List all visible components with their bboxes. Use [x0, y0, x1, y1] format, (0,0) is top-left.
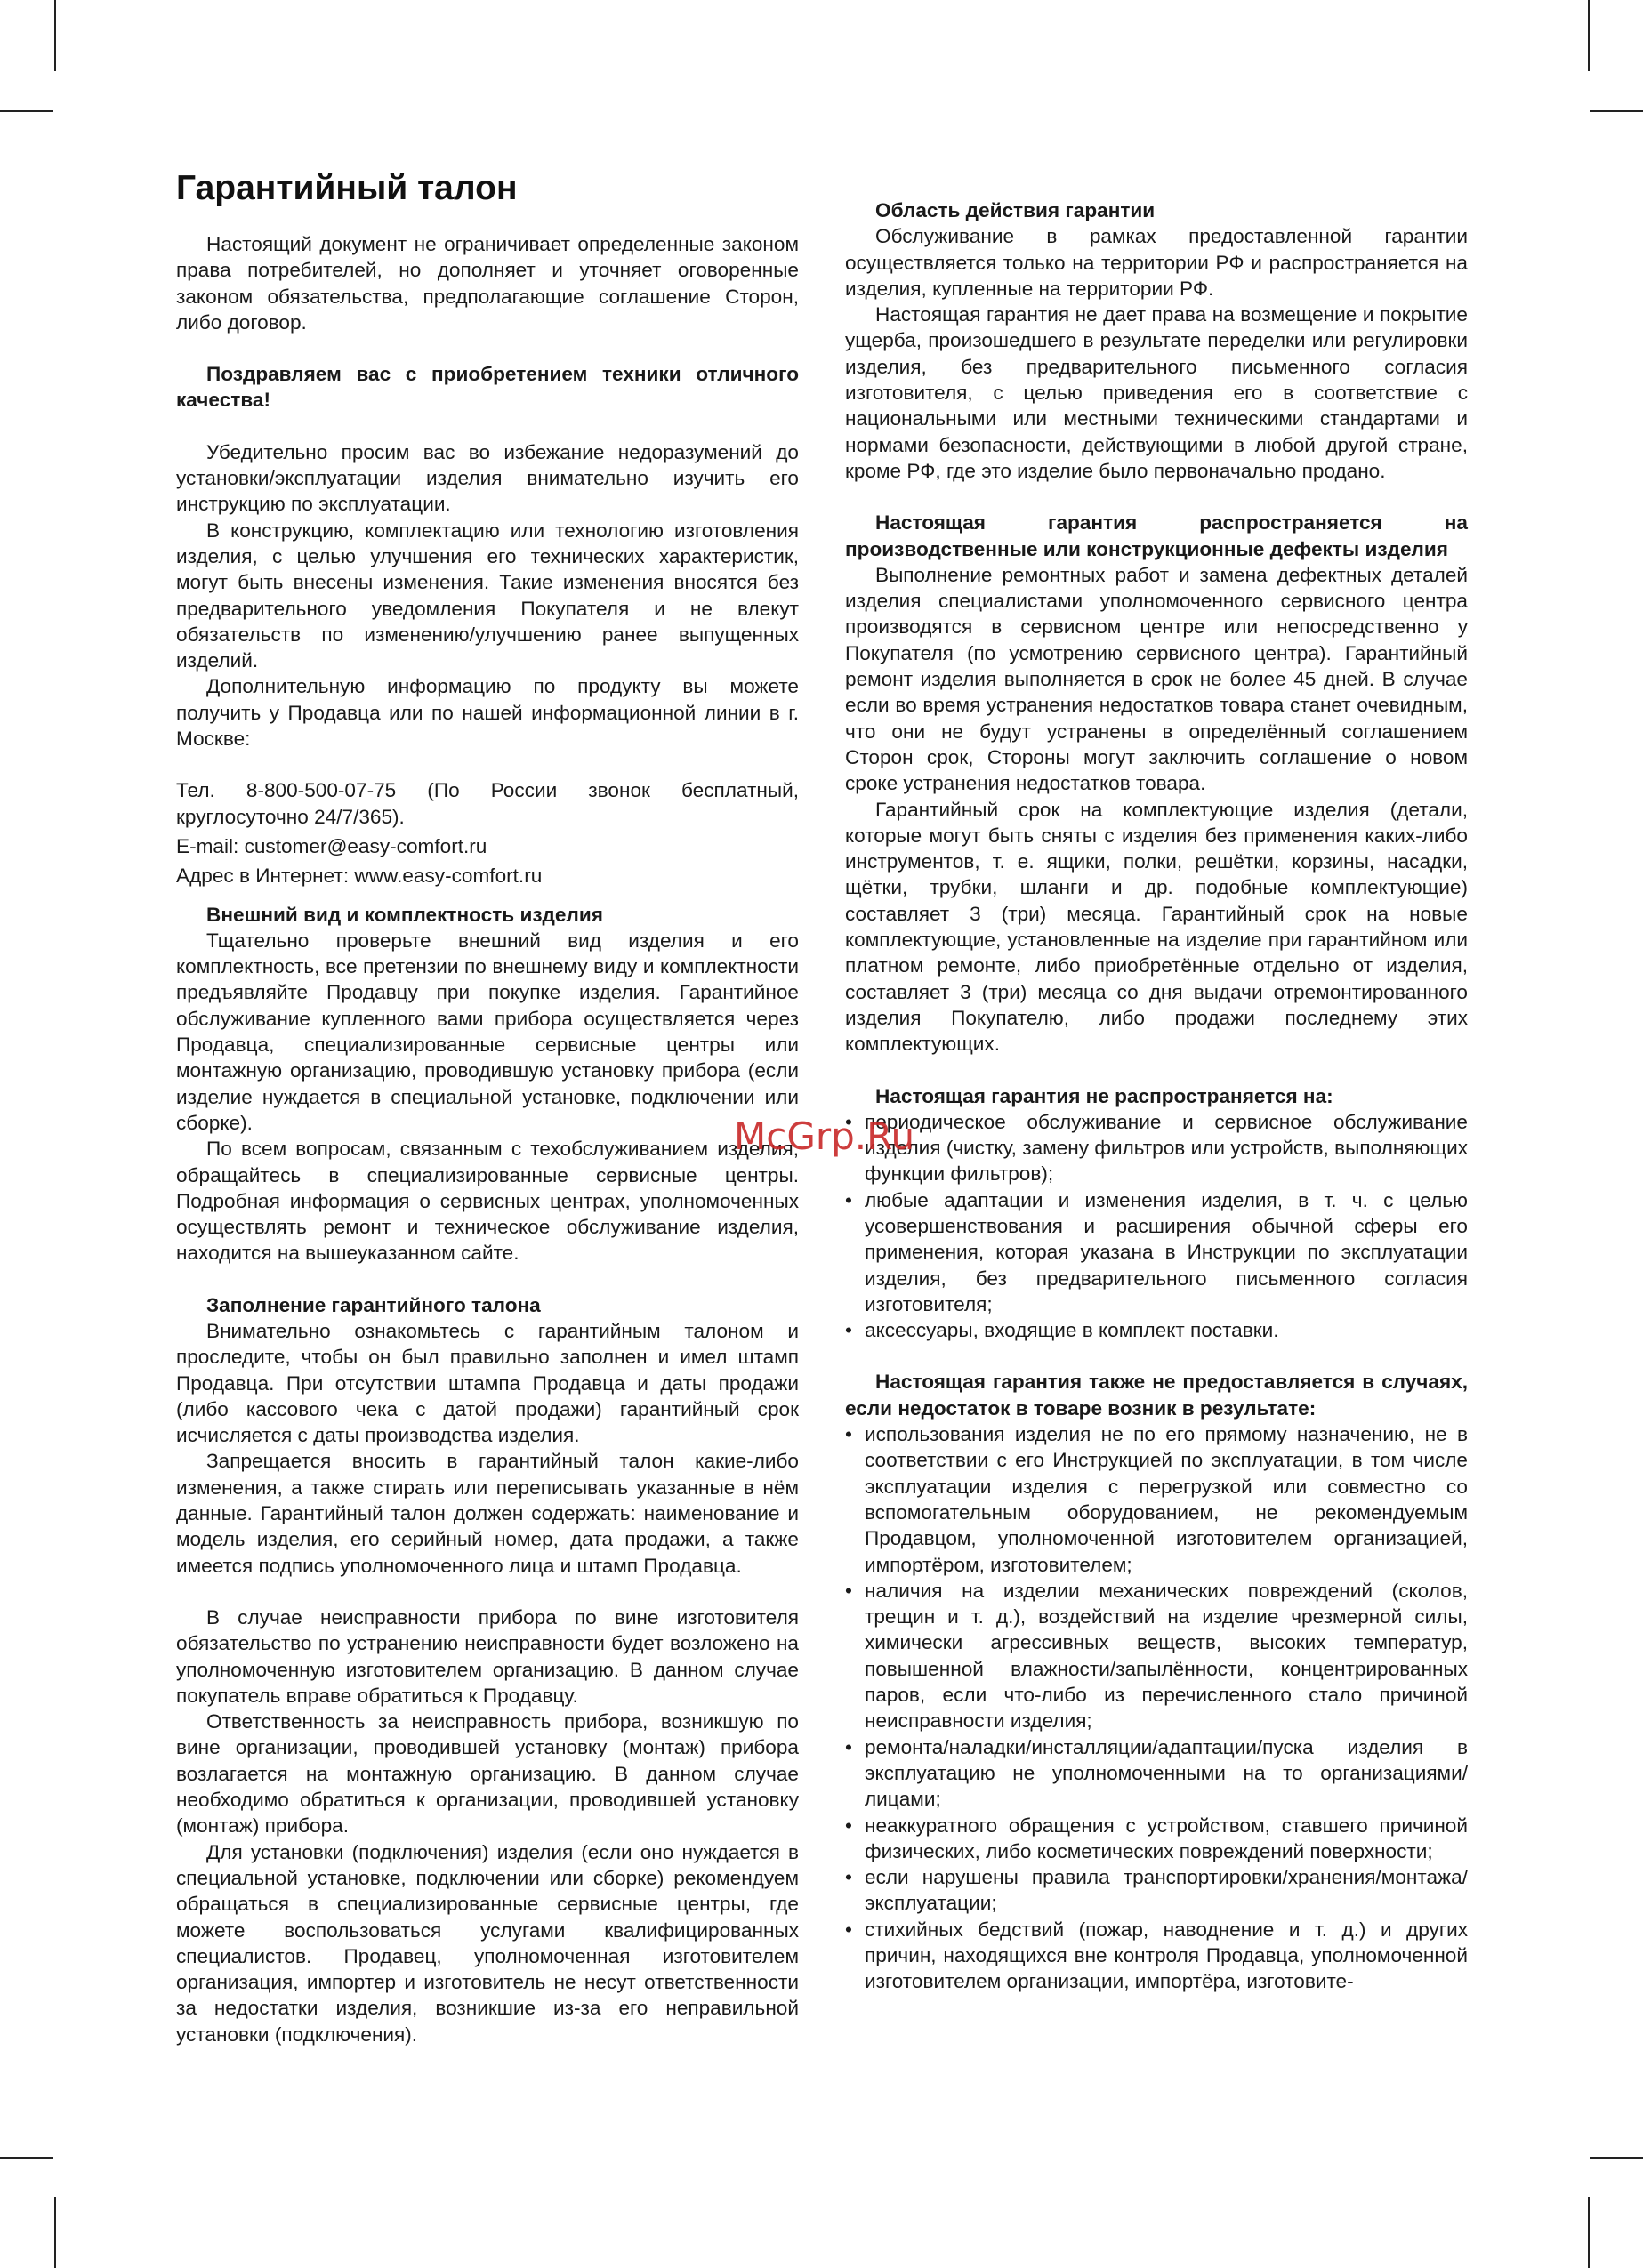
fault-paragraph-3: Для установки (подключения) изделия (если оно нуждается в специальной установке, подключении или сборке) рекомендуем обращаться в специализированные сервисные центры, где можете воспользоваться услугами квалифицированных специалистов. Продавец, уполномоченная изготовителем организация, импортер и изготовитель не несут ответственности за недостатки изделия, возникшие из-за его неправильной установки (подключения).	[176, 1840, 799, 2046]
also-not-item: • использования изделия не по его прямому назначению, не в соответствии с его Инструкцией по эксплуатации, в том числе эксплуатации изделия с перегрузкой или совместно со вспомогательным оборудованием, не рекомендуемым Продавцом, уполномоченной изготовителем организацией, импортёром, изготовителем;	[845, 1421, 1468, 1578]
scope-heading: Область действия гарантии	[875, 199, 1156, 221]
crop-mark-bottom-left-h	[0, 2157, 53, 2159]
intro-paragraph: Настоящий документ не ограничивает определенные законом права потребителей, но дополняет и уточняет оговоренные законом обязательства, предполагающие соглашение Сторон, либо договор.	[176, 233, 799, 334]
info-paragraph: Дополнительную информацию по продукту вы можете получить у Продавца или по нашей информационной линии в г. Москве:	[176, 675, 799, 751]
page-title: Гарантийный талон	[176, 169, 518, 207]
appearance-paragraph: Тщательно проверьте внешний вид изделия и его комплектность, все претензии по внешнему виду и комплектности предъявляйте Продавцу при покупке изделия. Гарантийное обслуживание купленного вами прибора осуществляется через Продавца, специализированные сервисные центры или монтажную организацию, проводившую установку прибора (если изделие нуждается в специальной установке, подключении или сборке).	[176, 929, 799, 1134]
service-paragraph: По всем вопросам, связанным с техобслуживанием изделия, обращайтесь в специализированные сервисные центры. Подробная информация о сервисных центрах, уполномоченных осуществлять ремонт и техническое обслуживание изделия, находится на вышеуказанном сайте.	[176, 1138, 799, 1265]
fill-heading: Заполнение гарантийного талона	[206, 1293, 541, 1316]
crop-mark-top-right-h	[1590, 110, 1643, 112]
also-not-item: • если нарушены правила транспортировки/хранения/монтажа/эксплуатации;	[845, 1864, 1468, 1917]
defects-paragraph-1: Выполнение ремонтных работ и замена дефектных деталей изделия специалистами уполномоченного сервисного центра производятся в сервисном центре или непосредственно у Покупателя (по усмотрению сервисного центра). Гарантийный ремонт изделия выполняется в срок не более 45 дней. В случае если во время устранения недостатков товара станет очевидным, что они не будут устранены в определённый соглашением Сторон срок, Стороны могут заключить соглашение о новом сроке устранения недостатков товара.	[845, 563, 1468, 795]
not-covered-item: • аксессуары, входящие в комплект поставки.	[845, 1317, 1468, 1343]
crop-mark-top-left	[54, 0, 56, 71]
email-line: E-mail: customer@easy-comfort.ru	[176, 834, 487, 857]
not-covered-item: • любые адаптации и изменения изделия, в т. ч. с целью усовершенствования и расширения обычной сферы его применения, которая указана в Инструкции по эксплуатации изделия, без предварительного письменного согласия изготовителя;	[845, 1187, 1468, 1317]
fill-paragraph-2: Запрещается вносить в гарантийный талон какие-либо изменения, а также стирать или переписывать указанные в нём данные. Гарантийный талон должен содержать: наименование и модель изделия, его серийный номер, дата продажи, а также имеется подпись уполномоченного лица и штамп Продавца.	[176, 1450, 799, 1577]
not-covered-item: • периодическое обслуживание и сервисное обслуживание изделия (чистку, замену фильтров или устройств, выполняющих функции фильтров);	[845, 1109, 1468, 1187]
also-not-item: • стихийных бедствий (пожар, наводнение и т. д.) и других причин, находящихся вне контроля Продавца, уполномоченной изготовителем организации, импортёра, изготовите-	[845, 1917, 1468, 1995]
website-line: Адрес в Интернет: www.easy-comfort.ru	[176, 865, 543, 888]
fault-paragraph-2: Ответственность за неисправность прибора, возникшую по вине организации, проводившей установку (монтаж) прибора возлагается на монтажную организацию. В данном случае необходимо обратиться к организации, проводившей установку (монтаж) прибора.	[176, 1710, 799, 1838]
right-column	[845, 197, 1468, 1995]
scope-paragraph-2: Настоящая гарантия не дает права на возмещение и покрытие ущерба, произошедшего в результате переделки или регулировки изделия, без предварительного письменного согласия изготовителя, с целью приведения его в соответствие с национальными или местными техническими стандартами и нормами безопасности, действующими в любой другой стране, кроме РФ, где это изделие было первоначально продано.	[845, 303, 1468, 482]
scope-paragraph-1: Обслуживание в рамках предоставленной гарантии осуществляется только на территории РФ и распространяется на изделия, купленные на территории РФ.	[845, 225, 1468, 300]
crop-mark-bottom-left	[54, 2197, 56, 2268]
congrats-heading: Поздравляем вас с приобретением техники отличного качества!	[176, 363, 799, 412]
also-not-item: • наличия на изделии механических повреждений (сколов, трещин и т. д.), воздействий на изделие чрезмерной силы, химически агрессивных веществ, высоких температур, повышенной влажности/запылённости, концентрированных паров, если что-либо из перечисленного стало причиной неисправности изделия;	[845, 1578, 1468, 1734]
left-column	[176, 231, 799, 2047]
defects-heading: Настоящая гарантия распространяется на производственные или конструкционные дефекты изделия	[845, 511, 1468, 560]
crop-mark-bottom-right	[1588, 2197, 1590, 2268]
fault-paragraph-1: В случае неисправности прибора по вине изготовителя обязательство по устранению неисправности будет возложено на уполномоченную изготовителем организацию. В данном случае покупатель вправе обратиться к Продавцу.	[176, 1605, 799, 1707]
fill-paragraph-1: Внимательно ознакомьтесь с гарантийным талоном и проследите, чтобы он был правильно заполнен и имел штамп Продавца. При отсутствии штампа Продавца и даты продажи (либо кассового чека с датой продажи) гарантийный срок исчисляется с даты производства изделия.	[176, 1319, 799, 1447]
crop-mark-top-right	[1588, 0, 1590, 71]
phone-line: Тел. 8-800-500-07-75 (По России звонок бесплатный, круглосуточно 24/7/365).	[176, 779, 799, 828]
crop-mark-top-left-h	[0, 110, 53, 112]
watermark-text: McGrp.Ru	[734, 1114, 915, 1158]
also-not-item: • ремонта/наладки/инсталляции/адаптации/пуска изделия в эксплуатацию не уполномоченными на то организациями/ лицами;	[845, 1734, 1468, 1813]
also-not-heading: Настоящая гарантия также не предоставляется в случаях, если недостаток в товаре возник в результате:	[845, 1371, 1468, 1420]
not-covered-heading: Настоящая гарантия не распространяется на:	[875, 1084, 1333, 1107]
changes-paragraph: В конструкцию, комплектацию или технологию изготовления изделия, с целью улучшения его технических характеристик, могут быть внесены изменения. Такие изменения вносятся без предварительного уведомления Покупателя и не влекут обязательств по изменению/улучшению ранее выпущенных изделий.	[176, 519, 799, 672]
instruction-paragraph: Убедительно просим вас во избежание недоразумений до установки/эксплуатации изделия внимательно изучить его инструкцию по эксплуатации.	[176, 440, 799, 516]
defects-paragraph-2: Гарантийный срок на комплектующие изделия (детали, которые могут быть сняты с изделия без применения каких-либо инструментов, т. е. ящики, полки, решётки, корзины, насадки, щётки, трубки, шланги и др. подобные комплектующие) составляет 3 (три) месяца. Гарантийный срок на новые комплектующие, установленные на изделие при гарантийном или платном ремонте, либо приобретённые отдельно от изделия, составляет 3 (три) месяца со дня выдачи отремонтированного изделия Покупателю, либо продажи последнему этих комплектующих.	[845, 798, 1468, 1056]
also-not-item: • неаккуратного обращения с устройством, ставшего причиной физических, либо косметических повреждений поверхности;	[845, 1813, 1468, 1865]
crop-mark-bottom-right-h	[1590, 2157, 1643, 2159]
appearance-heading: Внешний вид и комплектность изделия	[206, 903, 603, 926]
